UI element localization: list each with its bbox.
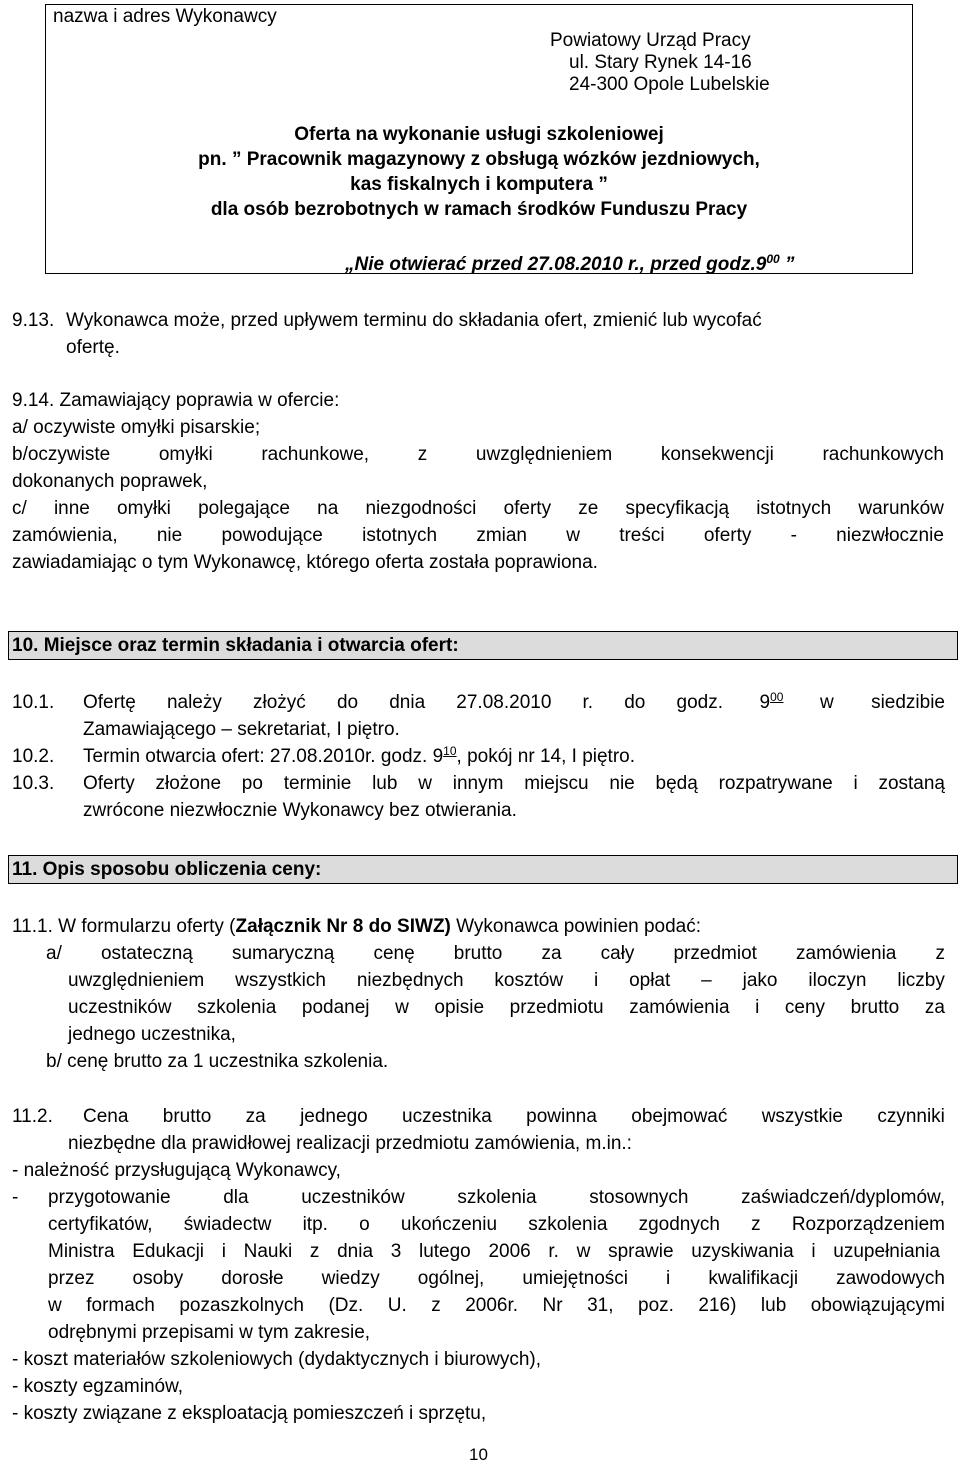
word: przez [48, 1268, 95, 1289]
s914-a: a/ oczywiste omyłki pisarskie; [12, 417, 261, 438]
word: niezbędnych [356, 970, 464, 991]
word: wiedzy [321, 1268, 380, 1289]
word: ukończeniu [400, 1214, 498, 1235]
s914-c-line-1 [12, 498, 944, 520]
word: rozpatrywane [718, 773, 833, 794]
s914-c-line-3: zawiadamiając o tym Wykonawcę, którego oferta została poprawiona. [12, 552, 598, 573]
word: rachunkowe, [261, 444, 370, 465]
word: do [624, 692, 646, 713]
word: zmian [476, 525, 527, 546]
s11-dash-1: - należność przysługującą Wykonawcy, [12, 1160, 341, 1181]
s10-2-text: Termin otwarcia ofert: 27.08.2010r. godz. $9^{10}$, pokój nr 14, I piętro. [83, 744, 636, 767]
word: do [336, 692, 359, 713]
word: oferty [503, 498, 552, 519]
word: ze [578, 498, 599, 519]
word: zamówienia, [12, 525, 118, 546]
s11-2-line-2: niezbędne dla prawidłowej realizacji przedmiotu zamówienia, m.in.: [68, 1133, 632, 1154]
s11-a-line-3 [68, 997, 945, 1019]
word: i [221, 1241, 226, 1262]
word: Nr [542, 1295, 563, 1316]
s11-dash-4: - koszty egzaminów, [12, 1376, 184, 1397]
word: niezgodności [365, 498, 477, 519]
word: zostaną [878, 773, 945, 794]
word: uwzględnieniem [68, 970, 205, 991]
s11-dash-2-line-4 [48, 1268, 945, 1290]
word: opisie [434, 997, 485, 1018]
s11-b: b/ cenę brutto za 1 uczestnika szkolenia. [46, 1051, 389, 1072]
word: innym [452, 773, 504, 794]
word: i [811, 1241, 816, 1262]
word: - [790, 525, 797, 546]
word: z [309, 1241, 320, 1262]
word: Edukacji [132, 1241, 205, 1262]
word: omyłki [117, 498, 171, 519]
s11-dash-2-line-5 [48, 1295, 945, 1317]
word: będą [655, 773, 698, 794]
word: ostateczną [100, 943, 193, 964]
offer-title: Oferta na wykonanie usługi szkoleniowej [294, 124, 664, 145]
word: ceny [784, 997, 826, 1018]
s11-a-line-1 [46, 943, 945, 965]
word: lub [760, 1295, 787, 1316]
word: c/ [12, 498, 27, 519]
word: (Dz. [328, 1295, 364, 1316]
word: a/ [46, 943, 62, 964]
word: treści [619, 525, 665, 546]
word: Ministra [48, 1241, 115, 1262]
word: 31, [587, 1295, 614, 1316]
word: przygotowanie [48, 1187, 171, 1208]
s11-a-line-2 [68, 970, 945, 992]
s11-dash-5: - koszty związane z eksploatacją pomieszczeń i sprzętu, [12, 1403, 487, 1424]
word: sprawie [608, 1241, 674, 1262]
word: wszystkie [761, 1106, 843, 1127]
s10-2-number: 10.2. [12, 746, 55, 767]
s11-dash-2-line-2 [48, 1214, 945, 1236]
word: powodujące [221, 525, 323, 546]
word: rachunkowych [822, 444, 944, 465]
word: Oferty [83, 773, 135, 794]
word: itp. [302, 1214, 328, 1235]
s11-2-line-1 [83, 1106, 945, 1128]
word: przedmiotu [509, 997, 604, 1018]
word: jako [742, 970, 778, 991]
word: i [666, 1268, 671, 1289]
word: nie [609, 773, 635, 794]
opening-notice: „Nie otwierać przed 27.08.2010 r., przed $godz.9^{00}$ ” [345, 252, 795, 275]
word: obowiązującymi [810, 1295, 945, 1316]
word: istotnych [362, 525, 438, 546]
word: zamówienia [629, 997, 730, 1018]
word: brutto [162, 1106, 212, 1127]
s10-1-line-2: Zamawiającego – sekretariat, I piętro. [83, 719, 400, 740]
word: o [359, 1214, 370, 1235]
s913-number: 9.13. [12, 310, 55, 331]
word: w [418, 773, 432, 794]
s10-3-line-2: zwrócone niezwłocznie Wykonawcy bez otwierania. [83, 800, 517, 821]
word: siedzibie [871, 692, 945, 713]
section-10-heading: 10. Miejsce oraz termin składania i otwarcia ofert: [12, 635, 459, 656]
word: w [576, 1241, 591, 1262]
word: kwalifikacji [708, 1268, 799, 1289]
offer-title-line-2: pn. ” Pracownik magazynowy z obsługą wózków jezdniowych, [198, 149, 760, 170]
word: stosownych [589, 1187, 689, 1208]
addressee-line-2: ul. Stary Rynek 14-16 [569, 52, 752, 73]
s914-b-line-1 [12, 444, 944, 466]
word: z [431, 1295, 441, 1316]
s10-1-tail [820, 692, 945, 714]
word: dorosłe [221, 1268, 284, 1289]
word: uczestników [301, 1187, 405, 1208]
word: uzyskiwania [691, 1241, 794, 1262]
word: Ofertę [83, 692, 136, 713]
word: dnia [337, 1241, 374, 1262]
word: na [317, 498, 339, 519]
section-11-heading-bar [8, 855, 958, 884]
word: cały [600, 943, 635, 964]
word: w [48, 1295, 62, 1316]
word: za [541, 943, 562, 964]
word: istotnych [756, 498, 832, 519]
word: konsekwencji [660, 444, 774, 465]
word: dla [223, 1187, 249, 1208]
word: i [593, 970, 599, 991]
word: miejscu [524, 773, 589, 794]
word: specyfikacją [625, 498, 730, 519]
word: oferty [703, 525, 752, 546]
contractor-label: nazwa i adres Wykonawcy [53, 6, 277, 27]
section-10-heading-bar [8, 631, 958, 660]
word: szkolenia [528, 1214, 608, 1235]
word: godz. [676, 692, 723, 713]
word: iloczyn [808, 970, 867, 991]
section-11-heading: 11. Opis sposobu obliczenia ceny: [12, 859, 322, 880]
s913-line-1: Wykonawca może, przed upływem terminu do składania ofert, zmienić lub wycofać [66, 310, 762, 331]
word: nie [156, 525, 183, 546]
s913-line-2: ofertę. [66, 337, 120, 358]
word: szkolenia [197, 997, 277, 1018]
word: r. [548, 1241, 559, 1262]
word: uczestników [68, 997, 172, 1018]
word: omyłki [158, 444, 213, 465]
word: powinna [526, 1106, 597, 1127]
word: i [755, 997, 760, 1018]
s11-2-number: 11.2. [12, 1106, 53, 1127]
word: warunków [858, 498, 944, 519]
word: po [241, 773, 263, 794]
s10-3-line-1 [83, 773, 945, 795]
word: przedmiot [673, 943, 757, 964]
word: Cena [83, 1106, 129, 1127]
s10-1-hour: $9^{00}$ [759, 690, 784, 713]
word: w [566, 525, 580, 546]
word: szkolenia [457, 1187, 537, 1208]
word: opłat [629, 970, 671, 991]
s10-1-line-1 [83, 692, 945, 714]
word: brutto [850, 997, 900, 1018]
word: z [935, 943, 945, 964]
word: Rozporządzeniem [791, 1214, 945, 1235]
word: poz. [638, 1295, 674, 1316]
word: uzupełniania [833, 1241, 940, 1262]
word: lub [372, 773, 398, 794]
word: niezwłocznie [836, 525, 944, 546]
word: cenę [373, 943, 415, 964]
word: pozaszkolnych [179, 1295, 304, 1316]
word: jednego [300, 1106, 368, 1127]
word: 3 [390, 1241, 402, 1262]
offer-title-line-3: kas fiskalnych i komputera ” [350, 174, 608, 195]
word: zawodowych [836, 1268, 945, 1289]
word: w [395, 997, 409, 1018]
word: 216) [698, 1295, 737, 1316]
page-number: 10 [469, 1445, 488, 1464]
word: certyfikatów, [48, 1214, 153, 1235]
word: czynniki [877, 1106, 945, 1127]
s11-dash-2-line-6: odrębnymi przepisami w tym zakresie, [48, 1322, 371, 1343]
s11-1-line: 11.1. W formularzu oferty (Załącznik Nr 8 do SIWZ) Wykonawca powinien podać: [12, 916, 702, 937]
word: 2006r. [465, 1295, 519, 1316]
word: należy [166, 692, 222, 713]
word: złożone [155, 773, 222, 794]
word: osoby [132, 1268, 184, 1289]
word: podanej [301, 997, 370, 1018]
s10-1-number: 10.1. [12, 692, 55, 713]
s914-title: 9.14. Zamawiający poprawia w ofercie: [12, 390, 340, 411]
word: U. [387, 1295, 407, 1316]
word: formach [86, 1295, 155, 1316]
s10-1-words [83, 692, 723, 714]
addressee-line-1: Powiatowy Urząd Pracy [550, 30, 751, 51]
word: z [751, 1214, 761, 1235]
s11-dash-3: - koszt materiałów szkoleniowych (dydaktycznych i biurowych), [12, 1349, 542, 1370]
word: ogólnej, [417, 1268, 485, 1289]
word: lutego [418, 1241, 471, 1262]
s11-dash-2-line-3 [48, 1241, 940, 1263]
word: inne [53, 498, 90, 519]
word: za [245, 1106, 266, 1127]
word: za [924, 997, 945, 1018]
word: sumaryczną [231, 943, 335, 964]
word: b/oczywiste [12, 444, 111, 465]
word: uczestnika [402, 1106, 492, 1127]
word: w [820, 692, 834, 713]
offer-title-line-4: dla osób bezrobotnych w ramach środków Funduszu Pracy [210, 199, 748, 220]
s10-3-number: 10.3. [12, 773, 55, 794]
word: i [853, 773, 858, 794]
word: 27.08.2010 [456, 692, 552, 713]
word: dnia [389, 692, 426, 713]
s11-a-line-4: jednego uczestnika, [68, 1024, 236, 1045]
word: r. [582, 692, 594, 713]
word: świadectw [183, 1214, 272, 1235]
word: umiejętności [522, 1268, 628, 1289]
word: 2006 [488, 1241, 531, 1262]
word: zamówienia [796, 943, 897, 964]
word: uwzględnieniem [475, 444, 613, 465]
word: Nauki [243, 1241, 293, 1262]
word: zgodnych [638, 1214, 720, 1235]
s11-dash-2-marker: - [12, 1187, 19, 1208]
s914-c-line-2 [12, 525, 944, 547]
word: terminie [283, 773, 352, 794]
word: wszystkich [235, 970, 326, 991]
word: obejmować [631, 1106, 728, 1127]
word: kosztów [494, 970, 564, 991]
word: zaświadczeń/dyplomów, [741, 1187, 945, 1208]
word: złożyć [253, 692, 306, 713]
word: polegające [198, 498, 290, 519]
s11-dash-2-line-1 [48, 1187, 945, 1209]
word: brutto [453, 943, 503, 964]
word: – [701, 970, 712, 991]
word: liczby [897, 970, 945, 991]
word: z [417, 444, 428, 465]
addressee-line-3: 24-300 Opole Lubelskie [569, 74, 770, 95]
s914-b-line-2: dokonanych poprawek, [12, 471, 208, 492]
